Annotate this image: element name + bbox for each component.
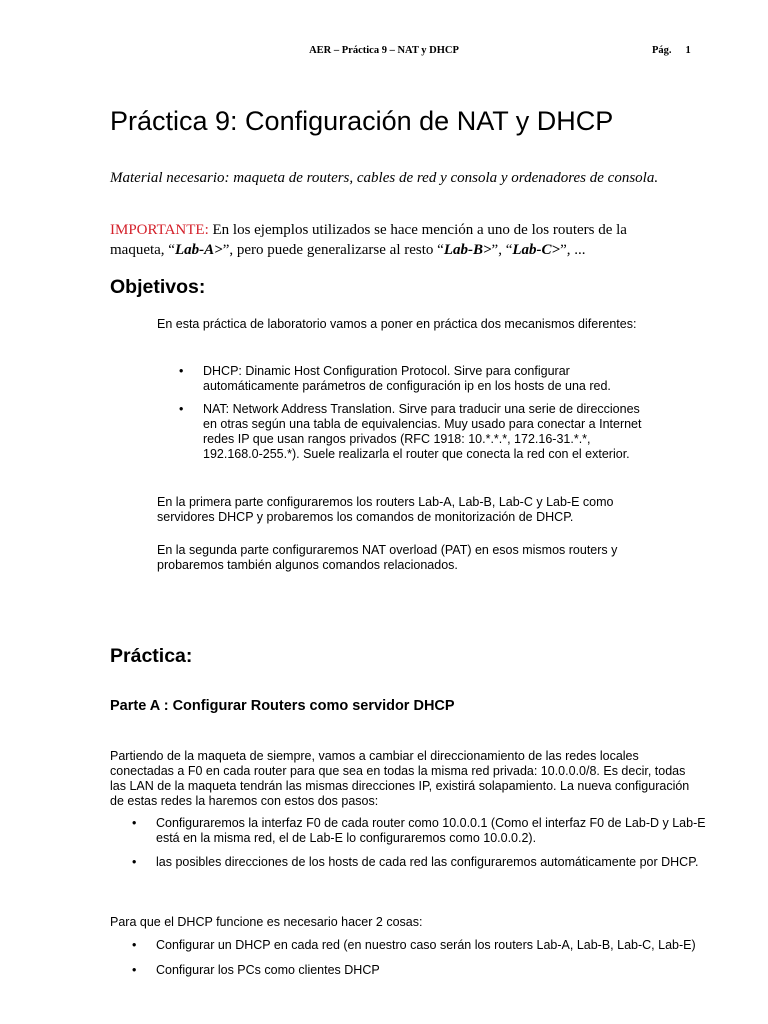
list-item bbox=[132, 816, 716, 846]
page-label: Pág. bbox=[652, 45, 672, 56]
page-indicator bbox=[652, 45, 691, 56]
practica-heading: Práctica: bbox=[110, 645, 193, 667]
objetivos-para-1: En la primera parte configuraremos los routers Lab-A, Lab-B, Lab-C y Lab-E como servidores DHCP y probaremos los comandos de monitorización de DHCP. bbox=[157, 495, 614, 524]
dhcp-requirements-list bbox=[132, 938, 696, 978]
list-item bbox=[132, 855, 716, 870]
bullet-icon: • bbox=[179, 402, 184, 416]
lab-a-label: Lab-A> bbox=[174, 242, 223, 258]
lab-b-label: Lab-B> bbox=[443, 242, 492, 258]
bullet-icon: • bbox=[132, 963, 137, 977]
important-text-4: ”, ... bbox=[560, 242, 586, 258]
list-item bbox=[179, 364, 653, 394]
bullet-icon: • bbox=[132, 855, 137, 869]
practica-para-2: Para que el DHCP funcione es necesario hacer 2 cosas: bbox=[110, 915, 423, 929]
header-title: AER – Práctica 9 – NAT y DHCP bbox=[309, 45, 459, 56]
important-label: IMPORTANTE: bbox=[110, 222, 209, 238]
practica-steps-list bbox=[132, 816, 716, 870]
list-item-text: DHCP: Dinamic Host Configuration Protocol. Sirve para configurar automáticamente parámetros de configuración ip en los hosts de una red. bbox=[203, 364, 611, 393]
objetivos-heading: Objetivos: bbox=[110, 276, 206, 298]
list-item bbox=[179, 402, 653, 462]
objetivos-list bbox=[179, 364, 653, 462]
objetivos-para-2: En la segunda parte configuraremos NAT overload (PAT) en esos mismos routers y probaremos también algunos comandos relacionados. bbox=[157, 543, 618, 572]
bullet-icon: • bbox=[132, 816, 137, 830]
material-note: Material necesario: maqueta de routers, cables de red y consola y ordenadores de consola. bbox=[110, 170, 659, 186]
practica-para-1: Partiendo de la maqueta de siempre, vamos a cambiar el direccionamiento de las redes locales conectadas a F0 en cada router para que sea en todas la misma red privada: 10.0.0.0/8. Es decir, todas las LAN de la maqueta tendrán las mismas direcciones IP, existirá solapamiento. La nueva configuración de estas redes la haremos con estos dos pasos: bbox=[110, 749, 690, 808]
list-item-text: Configuraremos la interfaz F0 de cada router como 10.0.0.1 (Como el interfaz F0 de Lab-D y Lab-E está en la misma red, el de Lab-E lo configuraremos como 10.0.0.2). bbox=[156, 816, 706, 845]
bullet-icon: • bbox=[132, 938, 137, 952]
list-item bbox=[132, 963, 696, 978]
list-item-text: NAT: Network Address Translation. Sirve para traducir una serie de direcciones en otras según una tabla de equivalencias. Muy usado para conectar a Internet redes IP que usan rangos privados (RFC 1918: 10.*.*.*, 172.16-31.*.*, 192.168.0-255.*). Suele realizarla el router que conecta la red con el exterior. bbox=[203, 402, 642, 461]
important-text-1: En los ejemplos utilizados se hace mención a uno de los routers de la maqueta, “ bbox=[110, 222, 627, 258]
important-text-2: ”, pero puede generalizarse al resto “ bbox=[222, 242, 444, 258]
list-item-text: Configurar los PCs como clientes DHCP bbox=[156, 963, 380, 977]
list-item-text: Configurar un DHCP en cada red (en nuestro caso serán los routers Lab-A, Lab-B, Lab-C, Lab-E) bbox=[156, 938, 696, 952]
list-item-text: las posibles direcciones de los hosts de cada red las configuraremos automáticamente por DHCP. bbox=[156, 855, 699, 869]
important-text-3: ”, “ bbox=[491, 242, 513, 258]
lab-c-label: Lab-C> bbox=[512, 242, 561, 258]
page-number: 1 bbox=[685, 45, 691, 56]
page-title: Práctica 9: Configuración de NAT y DHCP bbox=[110, 106, 614, 136]
bullet-icon: • bbox=[179, 364, 184, 378]
parte-a-heading: Parte A : Configurar Routers como servidor DHCP bbox=[110, 698, 455, 714]
important-note bbox=[110, 220, 670, 260]
list-item bbox=[132, 938, 696, 953]
objetivos-intro: En esta práctica de laboratorio vamos a poner en práctica dos mecanismos diferentes: bbox=[157, 317, 637, 331]
